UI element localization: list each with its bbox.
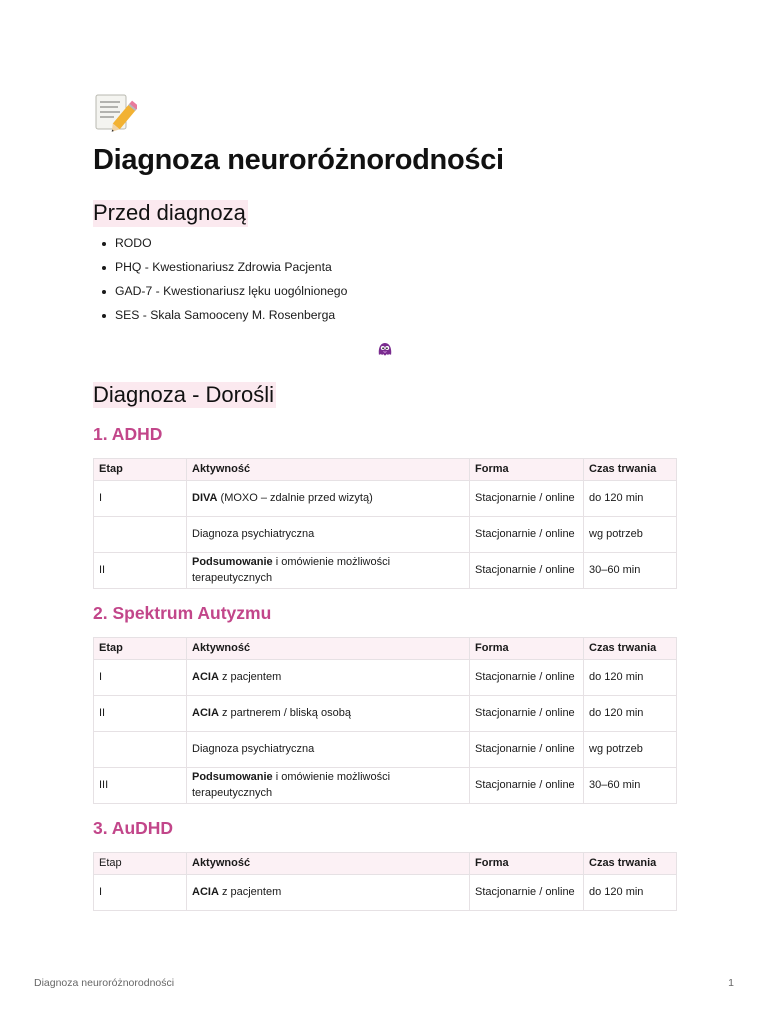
table-row	[94, 732, 677, 768]
activity-text: i omówienie możliwości terapeutycznych	[192, 771, 391, 799]
list-item: PHQ - Kwestionariusz Zdrowia Pacjenta	[115, 259, 676, 276]
cell-duration: do 120 min	[584, 875, 677, 911]
list-item: SES - Skala Samooceny M. Rosenberga	[115, 307, 676, 324]
cell-stage	[94, 517, 187, 553]
activity-text: i omówienie możliwości terapeutycznych	[192, 556, 391, 584]
header-stage: Etap	[94, 853, 187, 875]
list-item: RODO	[115, 235, 676, 252]
cell-stage: II	[94, 696, 187, 732]
activity-bold: Podsumowanie	[192, 771, 273, 784]
cell-form: Stacjonarnie / online	[470, 553, 584, 589]
section-heading-before-diagnosis: Przed diagnozą	[93, 200, 246, 226]
header-form: Forma	[470, 853, 584, 875]
header-duration: Czas trwania	[584, 853, 677, 875]
cell-form: Stacjonarnie / online	[470, 481, 584, 517]
cell-stage: II	[94, 553, 187, 589]
activity-text: (MOXO – zdalnie przed wizytą)	[217, 491, 373, 504]
cell-stage: I	[94, 481, 187, 517]
activity-text: Diagnoza psychiatryczna	[192, 527, 315, 540]
document-page	[93, 92, 676, 911]
table-row	[94, 517, 677, 553]
table-row	[94, 553, 677, 589]
header-form: Forma	[470, 459, 584, 481]
page-title: Diagnoza neuroróżnorodności	[93, 144, 504, 176]
list-item: GAD-7 - Kwestionariusz lęku uogólnionego	[115, 283, 676, 300]
table-row	[94, 696, 677, 732]
activity-bold: DIVA	[192, 491, 218, 504]
footer-title: Diagnoza neuroróżnorodności	[34, 977, 175, 989]
table-row	[94, 768, 677, 804]
subsection-heading-adhd: 1. ADHD	[93, 424, 163, 445]
cell-stage	[94, 732, 187, 768]
cell-stage: I	[94, 875, 187, 911]
cell-form: Stacjonarnie / online	[470, 875, 584, 911]
cell-duration: do 120 min	[584, 660, 677, 696]
before-diagnosis-list	[93, 235, 676, 324]
cell-duration: 30–60 min	[584, 553, 677, 589]
cell-stage: I	[94, 660, 187, 696]
audhd-table	[93, 852, 677, 911]
cell-activity	[187, 768, 470, 804]
activity-text: Diagnoza psychiatryczna	[192, 742, 315, 755]
cell-activity	[187, 732, 470, 768]
page-number: 1	[728, 977, 734, 989]
cell-form: Stacjonarnie / online	[470, 732, 584, 768]
purple-creature-icon	[376, 340, 394, 358]
cell-form: Stacjonarnie / online	[470, 660, 584, 696]
activity-bold: ACIA	[192, 670, 219, 683]
subsection-heading-audhd: 3. AuDHD	[93, 818, 174, 839]
activity-text: z pacjentem	[218, 670, 282, 683]
cell-duration: do 120 min	[584, 481, 677, 517]
activity-bold: ACIA	[192, 885, 219, 898]
table-header-row	[94, 459, 677, 481]
activity-bold: ACIA	[192, 706, 219, 719]
cell-duration: wg potrzeb	[584, 732, 677, 768]
cell-duration: 30–60 min	[584, 768, 677, 804]
cell-form: Stacjonarnie / online	[470, 517, 584, 553]
table-row	[94, 481, 677, 517]
autism-table	[93, 637, 677, 804]
header-duration: Czas trwania	[584, 459, 677, 481]
cell-activity	[187, 553, 470, 589]
cell-activity	[187, 696, 470, 732]
table-header-row	[94, 638, 677, 660]
cell-duration: do 120 min	[584, 696, 677, 732]
header-activity: Aktywność	[187, 853, 470, 875]
table-row	[94, 660, 677, 696]
cell-form: Stacjonarnie / online	[470, 696, 584, 732]
page-footer	[34, 977, 734, 989]
memo-pencil-icon	[93, 92, 137, 136]
cell-stage: III	[94, 768, 187, 804]
header-stage: Etap	[94, 459, 187, 481]
header-activity: Aktywność	[187, 459, 470, 481]
adhd-table	[93, 458, 677, 589]
cell-activity	[187, 481, 470, 517]
header-activity: Aktywność	[187, 638, 470, 660]
activity-text: z partnerem / bliską osobą	[218, 706, 351, 719]
cell-activity	[187, 517, 470, 553]
table-row	[94, 875, 677, 911]
cell-activity	[187, 660, 470, 696]
cell-activity	[187, 875, 470, 911]
section-heading-adults: Diagnoza - Dorośli	[93, 381, 274, 407]
cell-form: Stacjonarnie / online	[470, 768, 584, 804]
activity-bold: Podsumowanie	[192, 556, 273, 569]
activity-text: z pacjentem	[218, 885, 282, 898]
cell-duration: wg potrzeb	[584, 517, 677, 553]
subsection-heading-autism: 2. Spektrum Autyzmu	[93, 603, 272, 624]
header-form: Forma	[470, 638, 584, 660]
table-header-row	[94, 853, 677, 875]
header-duration: Czas trwania	[584, 638, 677, 660]
header-stage: Etap	[94, 638, 187, 660]
